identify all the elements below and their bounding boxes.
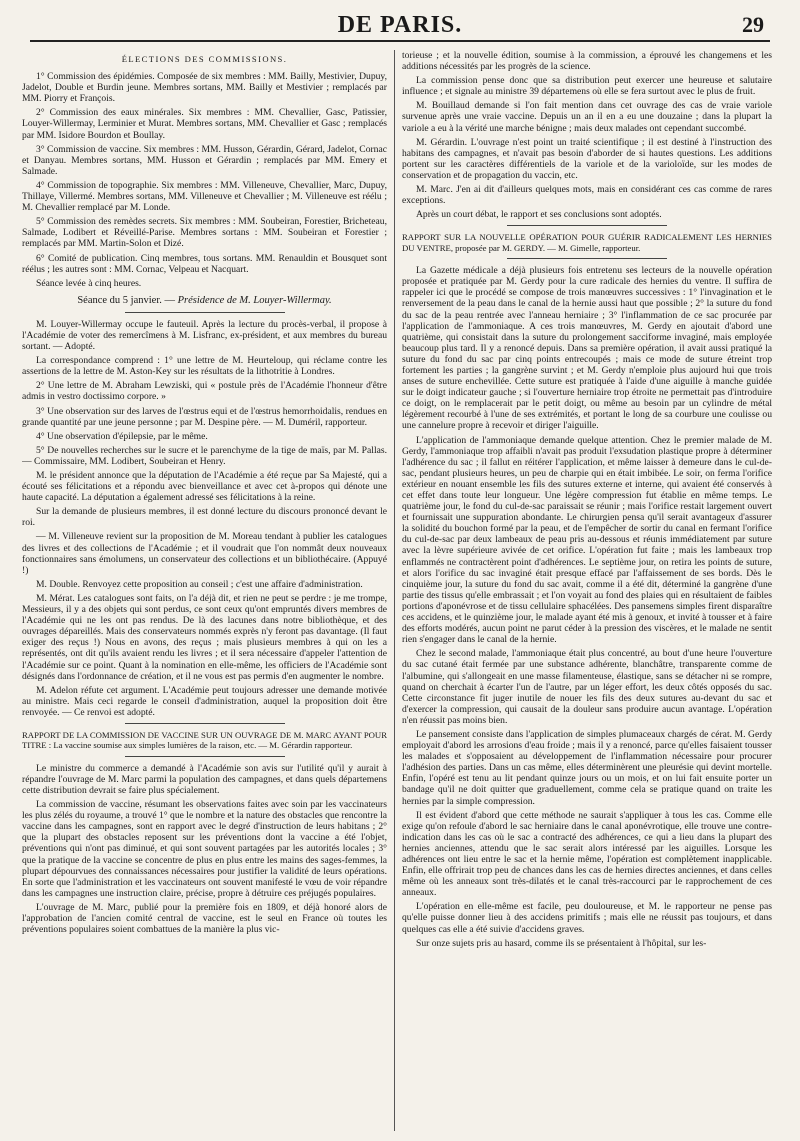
session-heading — [22, 295, 387, 306]
continuation-paragraph: M. Marc. J'en ai dit d'ailleurs quelques mots, mais en considérant ces cas comme de rares exceptions. — [402, 184, 772, 207]
report-rule-bottom — [125, 756, 285, 757]
session-rule — [125, 312, 285, 313]
page-number: 29 — [742, 12, 764, 37]
report-paragraph: La commission de vaccine, résumant les observations faites avec soin par les vaccinateurs les plus zélés du royaume, a trouvé 1° que le nombre et la nature des obstacles que rencontre la vaccine dans les campagnes, sont en rapport avec le degré d'instruction de leurs habitans ; 2° que la plupart des obstacles reposent sur les préventions dont la vaccine a été l'objet, préventions qui n'ont pas diminué, et qui sont souvent partagées par les autorités locales ; 3° que la pratique de la vaccine se concentre de plus en plus entre les mains des sages-femmes, la plupart dépourvues des connaissances nécessaires pour justifier la validité de leurs opérations. En sorte que l'administration et les vaccinateurs ont souvent manifesté le vœu de voir répandre dans les campagnes une instruction claire, précise, propre à détruire ces préjugés populaires. — [22, 799, 387, 899]
right-column — [402, 50, 772, 1133]
session-date: Séance du 5 janvier. — — [77, 294, 175, 306]
session-paragraph: — M. Villeneuve revient sur la proposition de M. Moreau tendant à publier les catalogues des livres et des collections de l'Académie ; et il voudrait que l'on nommât deux nouveaux fonctionnaires sans émolumens, un conservateur des collections et un bibliothécaire. (Appuyé !) — [22, 531, 387, 576]
commission-paragraph: 2° Commission des eaux minérales. Six membres : MM. Chevallier, Gasc, Patissier, Louyer-Willermay, Lerminier et Murat. Membres sortans, MM. Chevallier et Gasc ; remplacés par MM. Isidore Bourdon et Boullay. — [22, 107, 387, 141]
report2-rule-bottom — [507, 258, 667, 259]
report2-paragraph: Il est évident d'abord que cette méthode ne saurait s'appliquer à tous les cas. Comme elle exige qu'on refoule d'abord le sac herniaire dans le canal aponévrotique, elle trouve une contre-indication dans les cas où le sac a contracté des adhérences, ce qui a lieu dans la plupart des hernies anciennes, attendu que le sac serait alors intéressé par les aiguilles. Lorsque les adhérences ont lieu entre le sac et la hernie même, l'opération est complètement inapplicable. Enfin, elle offrirait trop peu de chances dans les cas de hernies directes anciennes, et dans celles même où les anneaux sont très-dilatés et le canal très-raccourci par le rapprochement de ces anneaux. — [402, 809, 772, 899]
session-paragraph: M. Louyer-Willermay occupe le fauteuil. Après la lecture du procès-verbal, il propose à l'Académie de voter des remercîmens à M. Lisfranc, ex-président, et aux membres du bureau sortant. — Adopté. — [22, 318, 387, 353]
commission-paragraph: Séance levée à cinq heures. — [36, 277, 142, 289]
continuation-paragraph: torieuse ; et la nouvelle édition, soumise à la commission, a éprouvé les changemens et les additions nécessités par les progrès de la science. — [402, 50, 772, 73]
report2-paragraph: L'application de l'ammoniaque demande quelque attention. Chez le premier malade de M. Gerdy, l'ammoniaque trop affaibli n'avait pas produit l'exsudation plastique propre à déterminer l'adhérence du sac ; il fallut en réitérer l'application, et même laisser à demeure dans le cul-de-sac, pendant plusieurs heures, un peu de charpie qui en était imbibée. Le soir, on ferma l'orifice extérieur en nouant ensemble les fils des sutures externe et interne, qui avaient été conservés à cet effet dans toute leur longueur. Une légère compression fut établie en même temps. Le quatrième jour, le fond du cul-de-sac paraissait se réunir ; mais l'orifice restait largement ouvert et fournissait une suppuration abondante. Le chirurgien pensa qu'il serait avantageux d'assurer la solidité du bouchon formé par la peau, et de l'empêcher de sortir du canal en fermant l'orifice du cul-de-sac par deux lambeaux de peau pris au-dessous et réunis immédiatement par suture avec la lèvre supérieure avivée de cet orifice. L'opération fut faite ; mais les lambeaux trop enflammés ne contractèrent point d'adhérences. Le septième jour, on retira les points de suture, et alors l'orifice du sac invaginé était presque effacé par l'affaissement de ses bords. Dès le cinquième jour, la suture du fond du sac avait, comme il a été dit, déterminé la gangrène d'une partie des tissus qu'elle embrassait ; et l'on voyait au fond des plaies qui en résultaient de faibles portions d'aponévrose et de tissu cellulaire sphacélées. Des pansemens simples firent disparaître ces accidens, et le quinzième jour, le malade ayant été mis à genoux, et invité à tousser et à faire des efforts modérés, aucun point ne parut céder à la pression des viscères, et le malade ne sentit rien s'engager dans le canal de la hernie. — [402, 434, 772, 646]
commission-paragraph: 5° Commission des remèdes secrets. Six membres : MM. Soubeiran, Forestier, Bricheteau, Salmade, Lodibert et Réveillé-Parise. Membres sortans : MM. Soubeiran et Forestier ; remplacés par MM. Martin-Solon et Dizé. — [22, 216, 387, 250]
continuation-paragraph: M. Gérardin. L'ouvrage n'est point un traité scientifique ; il est destiné à l'instruction des habitans des campagnes, et n'avait pas besoin d'aborder de si hautes questions. Les additions portent sur les caractères différentiels de la variole et de la varioloïde, sur les modes de conservation et de propagation du vaccin, etc. — [402, 136, 772, 181]
report2-paragraph: Sur onze sujets pris au hasard, comme ils se présentaient à l'hôpital, sur les- — [416, 937, 707, 949]
column-divider — [394, 50, 395, 1131]
report-paragraph: L'ouvrage de M. Marc, publié pour la première fois en 1809, et déjà honoré alors de l'approbation de l'ancien comité central de vaccine, est le seul en France où toutes les préventions populaires soient combattues de la manière la plus vic- — [22, 901, 387, 936]
section-title: ÉLECTIONS DES COMMISSIONS. — [121, 54, 288, 64]
session-paragraph: M. Adelon réfute cet argument. L'Académie peut toujours adresser une demande motivée au ministre. Mais ceci regarde le conseil d'administration, auquel la proposition doit être renvoyée. — Ce renvoi est adopté. — [22, 684, 387, 718]
commission-paragraph: 3° Commission de vaccine. Six membres : MM. Husson, Gérardin, Gérard, Jadelot, Cornac et Danyau. Membres sortans, MM. Husson et Gérardin ; remplacés par MM. Emery et Salmade. — [22, 143, 387, 177]
report-title: RAPPORT DE LA COMMISSION DE VACCINE SUR UN OUVRAGE DE M. MARC AYANT POUR TITRE : La vaccine soumise aux simples lumières de la raison, etc. — M. Gérardin rapporteur. — [22, 729, 387, 751]
commission-paragraph: 1° Commission des épidémies. Composée de six membres : MM. Bailly, Mestivier, Dupuy, Jadelot, Double et Burdin jeune. Membres sortans, MM. Bailly et Mestivier ; remplacés par MM. Piorry et François. — [22, 71, 387, 105]
session-president: Présidence de M. Louyer-Willermay. — [177, 294, 332, 306]
report2-paragraph: La Gazette médicale a déjà plusieurs fois entretenu ses lecteurs de la nouvelle opération proposée et pratiquée par M. Gerdy pour la cure radicale des hernies du ventre. Il suffira de rappeler ici que le procédé se compose de trois manœuvres successives : 1° l'invagination et le renversement de la peau dans le canal de la hernie aussi haut que possible ; 2° la suture du fond du sac de la peau rentrée avec l'anneau herniaire ; 3° l'inflammation de ce sac procurée par l'application de l'ammoniaque. A ces trois manœuvres, M. Gerdy en ajoutait d'abord une quatrième, qui consistait dans la suture du prolongement sacciforme invaginé, mais employée beaucoup plus tard. Il y a renoncé depuis. Dans sa première opération, il avait aussi pratiqué la suture du fond du sac par cinq points entrecoupés ; mais ce mode de suture étreint trop fortement les parties ; la gangrène survint ; et M. Gerdy n'emploie plus aujourd hui que trois anses de suture enchevillée. Cette suture est pratiquée à l'aide d'une aiguille à manche guidée sur le doigt indicateur gauche ; si l'ouverture herniaire trop étroite ne permettait pas d'introduire ce doigt, on le remplacerait par le petit doigt, ou même au besoin par un cylindre de métal légèrement recourbé à l'une de ses extrémités, et portant le long de sa courbure une coulisse ou une cannelure propre à recevoir et diriger l'aiguille. — [402, 265, 772, 432]
session-paragraph: Sur la demande de plusieurs membres, il est donné lecture du discours prononcé devant le roi. — [22, 506, 387, 529]
session-paragraph: 5° De nouvelles recherches sur le sucre et le parenchyme de la tige de maïs, par M. Pallas. — Commissaire, MM. Lodibert, Soubeiran et Henry. — [22, 444, 387, 467]
session-paragraph: 4° Une observation d'épilepsie, par le même. — [36, 430, 208, 442]
report2-paragraph: Chez le second malade, l'ammoniaque était plus concentré, au bout d'une heure l'ouverture du sac cutané était fermée par une substance adhérente, blanchâtre, transparente comme de l'albumine, qui s'allongeait en une masse filamenteuse, élastique, sans se détacher ni se rompre, quand on cherchait à écarter l'un de l'autre, par un léger effort, les deux côtés opposés du sac. Cette circonstance fit juger inutile de nouer les fils des deux sutures au-devant du sac et d'exercer la compression, qui causait de la douleur sans produire aucun avantage. L'opération n'en réussit pas moins bien. — [402, 648, 772, 726]
continuation-paragraph: Après un court débat, le rapport et ses conclusions sont adoptés. — [416, 209, 662, 221]
session-paragraph: 2° Une lettre de M. Abraham Lewziski, qui « postule près de l'Académie l'honneur d'être admis in vestro doctissimo corpore. » — [22, 380, 387, 403]
running-title: DE PARIS. — [337, 12, 463, 38]
page-header — [30, 8, 770, 42]
session-paragraph: M. Mérat. Les catalogues sont faits, on l'a déjà dit, et rien ne peut se perdre : je me trompe, Messieurs, il y a des objets qui sont perdus, ce sont ceux qu'ont empruntés divers membres de l'Académie qui ne les ont pas rendus. De là des lacunes dans notre bibliothèque, et des ouvrages dépareillés. Mais des conservateurs nommés exprès n'y feront pas davantage. (Il faut exiger des reçus !) Nous en avons, des reçus ; mais plusieurs membres à qui on les a représentés, ont dit qu'ils avaient rendu les livres ; et il sera nécessaire d'appeler l'attention de l'Académie sur ce point. Quant à la nomination en elle-même, les officiers de l'Académie sont désignés dans l'ordonnance de création, et il ne vous est pas permis d'en augmenter le nombre. — [22, 592, 387, 682]
session-paragraph: M. Double. Renvoyez cette proposition au conseil ; c'est une affaire d'administration. — [36, 578, 363, 590]
continuation-paragraph: M. Bouillaud demande si l'on fait mention dans cet ouvrage des cas de vraie variole survenue après une vraie vaccine. Depuis un an il en a eu une douzaine ; dans la plupart la variole a eu à la vérité une marche bénigne ; mais deux malades ont cependant succombé. — [402, 100, 772, 134]
session-paragraph: La correspondance comprend : 1° une lettre de M. Heurteloup, qui réclame contre les assertions de la lettre de M. Aston-Key sur les résultats de la lithotritie à Londres. — [22, 355, 387, 378]
session-paragraph: M. le président annonce que la députation de l'Académie a été reçue par Sa Majesté, qui a écouté ses félicitations et a répondu avec bienveillance et avec cet à-propos qui dénote une haute capacité. La députation a également adressé ses félicitations à la reine. — [22, 470, 387, 504]
continuation-paragraph: La commission pense donc que sa distribution peut exercer une heureuse et salutaire influence ; et signale au ministre 39 départemens où elle se fera surtout avec le plus de fruit. — [402, 75, 772, 98]
session-paragraph: 3° Une observation sur des larves de l'œstrus equi et de l'œstrus hemorrhoidalis, rendues en grande quantité par une jeune personne ; par M. Despine père. — M. Duméril, rapporteur. — [22, 405, 387, 428]
commission-paragraph: 6° Comité de publication. Cinq membres, tous sortans. MM. Renauldin et Bousquet sont réélus ; les autres sont : MM. Cornac, Velpeau et Nacquart. — [22, 252, 387, 275]
report2-paragraph: L'opération en elle-même est facile, peu douloureuse, et M. le rapporteur ne pense pas qu'elle puisse donner lieu à des accidens primitifs ; mais elle ne réussit pas toujours, et dans quelques cas elle a été suivie d'accidens graves. — [402, 901, 772, 935]
report2-paragraph: Le pansement consiste dans l'application de simples plumaceaux chargés de cérat. M. Gerdy employait d'abord les arrosions d'eau froide ; mais il y a renoncé, parce qu'elles faisaient tousser les malades et s'opposaient au développement de l'inflammation nécessaire pour procurer l'adhésion des parties. Dans un cas même, elles déterminèrent une pleurésie qui devint mortelle. Enfin, l'opéré est tenu au lit pendant quinze jours ou un mois, et on lui fait ensuite porter un bandage qu'il ne doit quitter que graduellement, comme cela se pratique quand on traite les hernies par la simple compression. — [402, 728, 772, 807]
report2-title: RAPPORT SUR LA NOUVELLE OPÉRATION POUR GUÉRIR RADICALEMENT LES HERNIES DU VENTRE, proposée par M. GERDY. — M. Gimelle, rapporteur. — [402, 232, 772, 253]
report2-rule — [507, 225, 667, 226]
header-rule — [30, 40, 770, 42]
commission-paragraph: 4° Commission de topographie. Six membres : MM. Villeneuve, Chevallier, Marc, Dupuy, Thillaye, Villermé. Membres sortans, MM. Villeneuve et Chevallier ; M. Villeneuve est réélu ; M. Chevallier remplacé par M. Londe. — [22, 179, 387, 214]
left-column — [22, 50, 387, 1133]
report-rule — [125, 723, 285, 724]
report-paragraph: Le ministre du commerce a demandé à l'Académie son avis sur l'utilité qu'il y aurait à répandre l'ouvrage de M. Marc parmi la population des campagnes, et dans quels départemens cette distribution devrait se faire plus spécialement. — [22, 762, 387, 796]
